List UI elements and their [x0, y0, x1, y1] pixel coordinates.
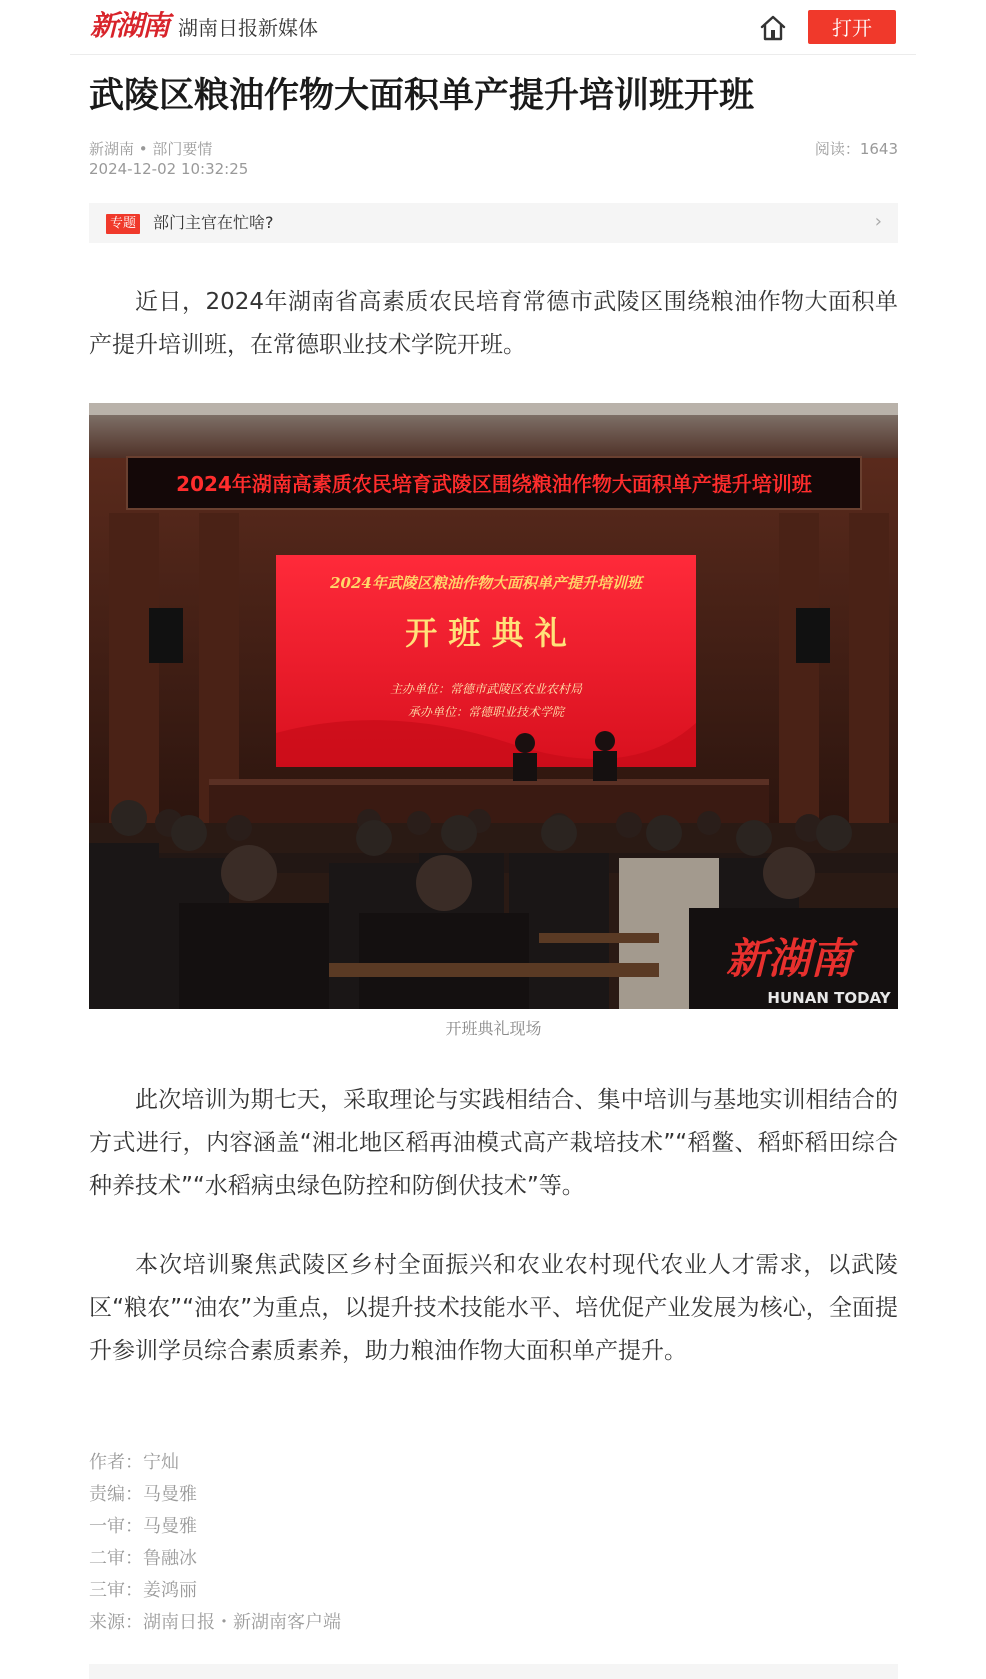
credit-row: 一审：马曼雅: [89, 1516, 197, 1537]
photo-watermark-en: HUNAN TODAY: [767, 989, 891, 1007]
screen-line-1: 主办单位：常德市武陵区农业农村局: [389, 682, 583, 696]
screen-line-2: 承办单位：常德职业技术学院: [407, 705, 565, 719]
topic-badge: 专题: [106, 214, 140, 234]
paragraph-2: 此次培训为期七天，采取理论与实践相结合、集中培训与基地实训相结合的方式进行，内容涵盖“湘北地区稻再油模式高产栽培技术”“稻鳖、稻虾稻田综合种养技术”“水稻病虫绿色防控和防倒伏技术”等。: [89, 1087, 898, 1199]
photo-caption: 开班典礼现场: [445, 1019, 542, 1038]
open-app-button[interactable]: 打开: [808, 10, 896, 44]
screen-title: 2024年武陵区粮油作物大面积单产提升培训班: [330, 574, 642, 592]
screen-main-text: 开 班 典 礼: [405, 614, 567, 652]
read-count: 阅读：1643: [814, 140, 898, 158]
credit-row: 作者：宁灿: [89, 1452, 179, 1473]
article-source[interactable]: 新湖南 • 部门要情: [89, 140, 213, 158]
led-banner-text: 2024年湖南高素质农民培育武陵区围绕粮油作物大面积单产提升培训班: [176, 472, 812, 496]
site-logo[interactable]: 新湖南: [90, 9, 169, 42]
bottom-strip: [89, 1664, 898, 1679]
credit-row: 来源：湖南日报・新湖南客户端: [89, 1612, 341, 1633]
credit-row: 三审：姜鸿丽: [89, 1580, 197, 1601]
article-photo[interactable]: [89, 403, 898, 1009]
paragraph-1: 近日，2024年湖南省高素质农民培育常德市武陵区围绕粮油作物大面积单产提升培训班，在常德职业技术学院开班。: [89, 289, 898, 358]
credit-row: 二审：鲁融冰: [89, 1548, 197, 1569]
credit-row: 责编：马曼雅: [89, 1484, 197, 1505]
top-bar: [70, 0, 916, 55]
site-name: 湖南日报新媒体: [178, 16, 318, 40]
home-icon[interactable]: [757, 12, 789, 44]
topic-text: 部门主官在忙啥?: [153, 213, 274, 232]
article-title: 武陵区粮油作物大面积单产提升培训班开班: [89, 76, 755, 116]
photo-watermark-logo: 新湖南: [725, 934, 853, 983]
paragraph-3: 本次培训聚焦武陵区乡村全面振兴和农业农村现代农业人才需求，以武陵区“粮农”“油农”为重点，以提升技术技能水平、培优促产业发展为核心，全面提升参训学员综合素质素养，助力粮油作物大面积单产提升。: [89, 1252, 898, 1364]
chevron-right-icon: ›: [874, 211, 882, 232]
article-time: 2024-12-02 10:32:25: [89, 160, 249, 178]
credits: [89, 1447, 341, 1639]
topic-bar[interactable]: [89, 203, 898, 243]
